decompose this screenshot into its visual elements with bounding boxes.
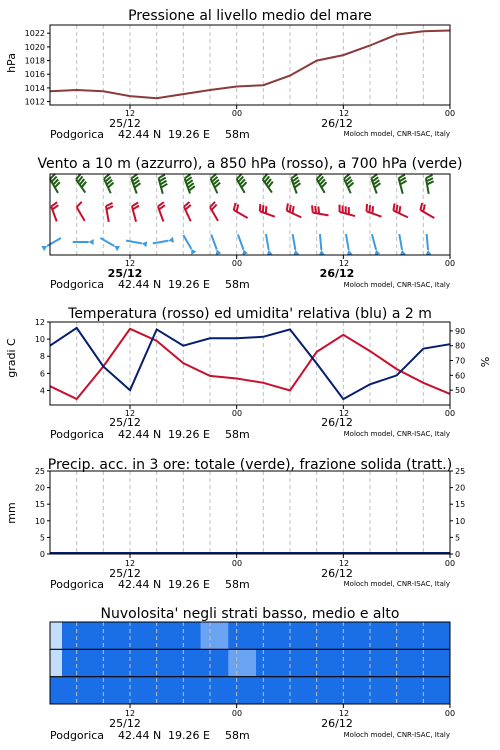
temperature-ytick-label: 8 xyxy=(39,352,45,362)
cloud-cell-basso xyxy=(228,677,256,705)
cloud-cell-medio xyxy=(395,649,423,677)
pressure-ytick-label: 1012 xyxy=(24,97,45,107)
precip-ytick-label-right: 15 xyxy=(455,500,466,510)
cloud-cell-basso xyxy=(117,677,145,705)
humidity-ytick-label: 90 xyxy=(455,326,466,336)
temperature-ylabel: gradi C xyxy=(5,338,18,378)
cloud-cell-medio xyxy=(50,649,63,677)
cloud-cell-alto xyxy=(395,622,423,650)
precip-ytick-label-right: 25 xyxy=(455,467,466,476)
cloud-cell-medio xyxy=(62,649,90,677)
cloud-cell-basso xyxy=(422,677,450,705)
wind-barb-850-feather xyxy=(315,206,316,213)
footer-3-credit: Moloch model, CNR-ISAC, Italy xyxy=(343,430,450,438)
footer-4-tick-12b: 12 xyxy=(338,559,350,568)
cloud-cell-alto xyxy=(367,622,395,650)
footer-5-date-1: 25/12 xyxy=(109,717,141,730)
footer-5-tick-00b: 00 xyxy=(444,709,456,718)
temperature-title: Temperatura (rosso) ed umidita' relativa (blu) a 2 m xyxy=(68,306,432,322)
cloud-cell-alto xyxy=(117,622,145,650)
footer-5-tick-12a: 12 xyxy=(124,709,136,718)
footer-2-credit: Moloch model, CNR-ISAC, Italy xyxy=(343,281,450,289)
temperature-ytick-label: 12 xyxy=(34,318,45,327)
footer-4-tick-12a: 12 xyxy=(124,559,136,568)
pressure-ytick-label: 1020 xyxy=(24,42,45,52)
footer-4-tick-00a: 00 xyxy=(231,559,243,568)
cloud-cell-basso xyxy=(395,677,423,705)
footer-5-tick-00a: 00 xyxy=(231,709,243,718)
cloud-cell-alto xyxy=(145,622,173,650)
footer-1-tick-12b: 12 xyxy=(338,109,350,118)
footer-2-tick-12b: 12 xyxy=(338,259,350,268)
wind-barb-850-feather xyxy=(393,203,394,210)
precip-ytick-label-right: 0 xyxy=(455,550,461,559)
wind-barb-850-feather xyxy=(290,205,291,212)
station-lon: 19.26 E xyxy=(168,729,210,742)
cloud-cell-basso xyxy=(173,677,201,705)
wind-barb-10m-shaft xyxy=(320,234,321,250)
cloud-cell-medio xyxy=(173,649,201,677)
station-lat: 42.44 N xyxy=(118,128,162,141)
footer-1-tick-00b: 00 xyxy=(444,109,456,118)
precip-ytick-label: 20 xyxy=(34,483,45,493)
precip-ylabel: mm xyxy=(5,502,18,524)
wind-barb-850-feather xyxy=(396,205,397,212)
footer-2-tick-00b: 00 xyxy=(444,259,456,268)
temperature-ytick-label: 4 xyxy=(39,386,45,396)
cloud-cell-basso xyxy=(201,677,229,705)
footer-3-date-2: 26/12 xyxy=(321,416,353,429)
wind-barb-850-feather xyxy=(266,206,267,213)
precip-ytick-label-right: 10 xyxy=(455,516,466,526)
cloud-cell-alto xyxy=(173,622,201,650)
cloud-cell-alto xyxy=(256,622,284,650)
footer-4-date-2: 26/12 xyxy=(321,567,353,580)
temperature-ytick-label: 6 xyxy=(39,369,45,379)
footer-5-tick-12b: 12 xyxy=(338,709,350,718)
cloud-cell-basso xyxy=(62,677,90,705)
cloud-cell-medio xyxy=(201,649,229,677)
footer-4-tick-00b: 00 xyxy=(444,559,456,568)
cloud-cell-alto xyxy=(50,622,63,650)
station-lon: 19.26 E xyxy=(168,128,210,141)
precip-ytick-label: 25 xyxy=(34,467,45,476)
footer-2-date-1: 25/12 xyxy=(107,267,143,280)
footer-2-tick-12a: 12 xyxy=(124,259,136,268)
footer-1-tick-12a: 12 xyxy=(124,109,136,118)
cloud-cell-basso xyxy=(311,677,339,705)
pressure-ylabel: hPa xyxy=(5,53,18,73)
cloud-cell-alto xyxy=(62,622,90,650)
footer-3-tick-00a: 00 xyxy=(231,409,243,418)
footer-5-credit: Moloch model, CNR-ISAC, Italy xyxy=(343,731,450,739)
wind-barb-850-feather xyxy=(318,206,319,213)
footer-4-credit: Moloch model, CNR-ISAC, Italy xyxy=(343,580,450,588)
station-name: Podgorica xyxy=(50,578,105,591)
cloud-cell-medio xyxy=(422,649,450,677)
footer-3-date-1: 25/12 xyxy=(109,416,141,429)
cloud-cell-medio xyxy=(117,649,145,677)
wind-barb-850-feather xyxy=(293,206,294,213)
wind-barb-850-feather xyxy=(399,206,400,213)
cloud-cell-medio xyxy=(367,649,395,677)
station-lat: 42.44 N xyxy=(118,428,162,441)
humidity-ylabel: % xyxy=(479,356,492,368)
station-name: Podgorica xyxy=(50,278,105,291)
footer-3-tick-00b: 00 xyxy=(444,409,456,418)
station-elevation: 58m xyxy=(225,729,250,742)
cloud-cell-alto xyxy=(284,622,312,650)
precip-ytick-label-right: 5 xyxy=(455,533,461,543)
humidity-ytick-label: 80 xyxy=(455,341,466,351)
cloud-title: Nuvolosita' negli strati basso, medio e alto xyxy=(100,606,400,622)
cloud-cell-medio xyxy=(145,649,173,677)
footer-3-tick-12a: 12 xyxy=(124,409,136,418)
station-lat: 42.44 N xyxy=(118,278,162,291)
wind-barb-850-feather xyxy=(366,204,367,211)
station-name: Podgorica xyxy=(50,729,105,742)
precip-title: Precip. acc. in 3 ore: totale (verde), frazione solida (tratt.) xyxy=(47,457,453,473)
cloud-cell-basso xyxy=(284,677,312,705)
pressure-ytick-label: 1018 xyxy=(24,56,45,66)
precip-ytick-label: 10 xyxy=(34,516,45,526)
footer-1-tick-00a: 00 xyxy=(231,109,243,118)
footer-3-tick-12b: 12 xyxy=(338,409,350,418)
wind-barb-850-feather xyxy=(312,205,313,212)
wind-barb-850-feather xyxy=(372,206,373,213)
station-lon: 19.26 E xyxy=(168,278,210,291)
precip-ytick-label: 0 xyxy=(39,550,45,559)
cloud-cell-basso xyxy=(367,677,395,705)
footer-5-date-2: 26/12 xyxy=(321,717,353,730)
pressure-ytick-label: 1014 xyxy=(24,83,45,93)
station-elevation: 58m xyxy=(225,428,250,441)
wind-title: Vento a 10 m (azzurro), a 850 hPa (rosso), a 700 hPa (verde) xyxy=(37,156,463,172)
station-elevation: 58m xyxy=(225,278,250,291)
cloud-cell-medio xyxy=(228,649,256,677)
station-name: Podgorica xyxy=(50,128,105,141)
temperature-ytick-label: 10 xyxy=(34,335,45,345)
wind-barb-850-feather xyxy=(369,205,370,212)
station-lon: 19.26 E xyxy=(168,578,210,591)
cloud-cell-medio xyxy=(256,649,284,677)
station-elevation: 58m xyxy=(225,128,250,141)
cloud-cell-alto xyxy=(311,622,339,650)
cloud-cell-basso xyxy=(50,677,63,705)
pressure-ytick-label: 1022 xyxy=(24,29,45,39)
cloud-cell-medio xyxy=(284,649,312,677)
wind-barb-10m-shaft xyxy=(427,234,428,250)
cloud-cell-alto xyxy=(201,622,229,650)
cloud-cell-basso xyxy=(256,677,284,705)
precip-ytick-label: 15 xyxy=(34,500,45,510)
station-lat: 42.44 N xyxy=(118,729,162,742)
footer-2-date-2: 26/12 xyxy=(319,267,355,280)
pressure-ytick-label: 1016 xyxy=(24,70,45,80)
wind-barb-850-feather xyxy=(287,203,288,210)
station-elevation: 58m xyxy=(225,578,250,591)
cloud-cell-alto xyxy=(422,622,450,650)
precip-ytick-label: 5 xyxy=(39,533,45,543)
cloud-cell-medio xyxy=(311,649,339,677)
pressure-title: Pressione al livello medio del mare xyxy=(128,8,372,24)
footer-1-date-2: 26/12 xyxy=(321,117,353,130)
footer-1-date-1: 25/12 xyxy=(109,117,141,130)
station-lon: 19.26 E xyxy=(168,428,210,441)
footer-4-date-1: 25/12 xyxy=(109,567,141,580)
wind-barb-850-feather xyxy=(260,204,261,211)
station-name: Podgorica xyxy=(50,428,105,441)
station-lat: 42.44 N xyxy=(118,578,162,591)
footer-1-credit: Moloch model, CNR-ISAC, Italy xyxy=(343,130,450,138)
precip-ytick-label-right: 20 xyxy=(455,483,466,493)
cloud-cell-basso xyxy=(145,677,173,705)
humidity-ytick-label: 50 xyxy=(455,386,466,396)
cloud-cell-alto xyxy=(228,622,256,650)
wind-barb-850-feather xyxy=(263,205,264,212)
footer-2-tick-00a: 00 xyxy=(231,259,243,268)
humidity-ytick-label: 70 xyxy=(455,356,466,366)
humidity-ytick-label: 60 xyxy=(455,371,466,381)
